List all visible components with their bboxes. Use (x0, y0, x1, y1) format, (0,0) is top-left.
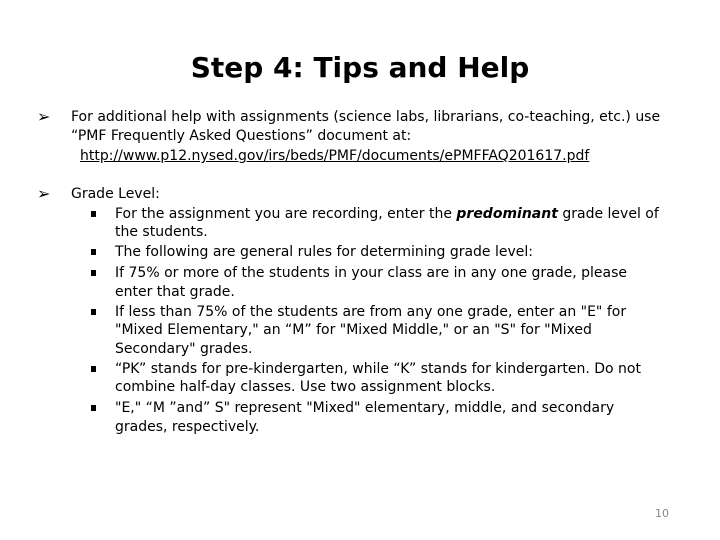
sub-bullet-2-line1: The following are general rules for determining grade level: (115, 244, 533, 260)
sub-bullet-4-line3: Secondary" grades. (115, 341, 253, 357)
sub-bullet-4-line2: "Mixed Elementary," an “M” for "Mixed Middle," or an "S" for "Mixed (115, 322, 592, 338)
square-bullet-icon (91, 366, 96, 372)
bullet1-line2: “PMF Frequently Asked Questions” document at: (71, 128, 412, 144)
square-bullet-icon (91, 249, 96, 255)
faq-link-text[interactable]: http://www.p12.nysed.gov/irs/beds/PMF/documents/ePMFFAQ201617.pdf (80, 148, 590, 164)
arrow-bullet-icon: ➢ (37, 184, 51, 203)
sub-bullet-4-line1: If less than 75% of the students are from any one grade, enter an "E" for (115, 304, 627, 320)
sub-bullet-6-line2: grades, respectively. (115, 419, 260, 435)
bullet1-line1: For additional help with assignments (science labs, librarians, co-teaching, etc.) use (71, 109, 661, 125)
arrow-bullet-icon: ➢ (37, 107, 51, 126)
sub-bullet-6-line1: "E," “M ”and” S" represent "Mixed" elementary, middle, and secondary (115, 400, 615, 416)
sub-bullet-3-line2: enter that grade. (115, 284, 235, 300)
square-bullet-icon (91, 405, 96, 411)
square-bullet-icon (91, 270, 96, 276)
page-number: 10 (655, 507, 669, 520)
slide-title: Step 4: Tips and Help (190, 51, 530, 84)
sub-bullet-1-line1: For the assignment you are recording, enter the predominant grade level of (115, 206, 659, 222)
sub-bullet-5-line1: “PK” stands for pre-kindergarten, while “K” stands for kindergarten. Do not (115, 361, 641, 377)
predominant-emphasis: predominant (456, 206, 558, 222)
square-bullet-icon (91, 211, 96, 217)
grade-level-heading: Grade Level: (71, 186, 160, 202)
faq-document-link[interactable] (80, 147, 589, 166)
sub-bullet-5-line2: combine half-day classes. Use two assignment blocks. (115, 379, 496, 395)
sub-bullet-1-line2: the students. (115, 224, 208, 240)
sub-bullet-3-line1: If 75% or more of the students in your class are in any one grade, please (115, 265, 628, 281)
square-bullet-icon (91, 309, 96, 315)
